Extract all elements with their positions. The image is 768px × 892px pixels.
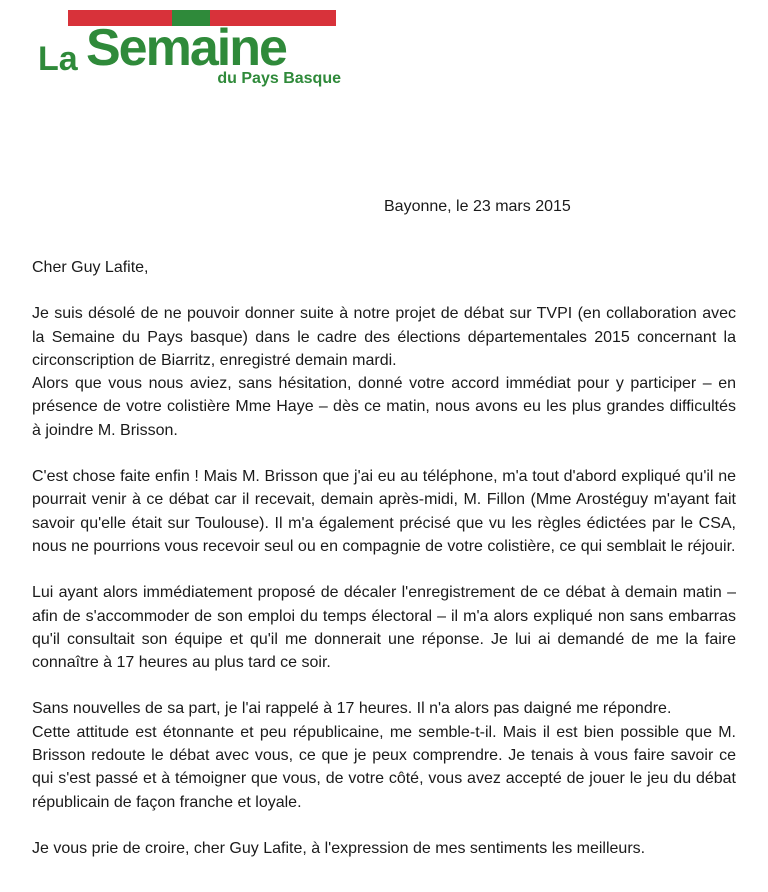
logo-la: La bbox=[38, 40, 78, 78]
letter-body bbox=[32, 256, 736, 883]
letter-paragraph: Alors que vous nous aviez, sans hésitation, donné votre accord immédiat pour y participer – en présence de votre colistière Mme Haye – dès ce matin, nous avons eu les plus grandes difficultés à joindre M. Brisson. bbox=[32, 375, 736, 439]
letter-paragraph: Cette attitude est étonnante et peu républicaine, me semble-t-il. Mais il est bien possible que M. Brisson redoute le débat avec vous, ce que je peux comprendre. Je tenais à vous faire savoir ce qui s'est passé et à témoigner que vous, de votre côté, vous avez accepté de jouer le jeu du débat républicain de façon franche et loyale. bbox=[32, 723, 736, 811]
letter-closing: Je vous prie de croire, cher Guy Lafite, à l'expression de mes sentiments les meilleurs. bbox=[32, 839, 646, 857]
letter-paragraph: Sans nouvelles de sa part, je l'ai rappelé à 17 heures. Il n'a alors pas daigné me répondre. bbox=[32, 700, 672, 718]
letter-paragraph: Je suis désolé de ne pouvoir donner suite à notre projet de débat sur TVPI (en collaboration avec la Semaine du Pays basque) dans le cadre des élections départementales 2015 concernant la circonscription de Biarritz, enregistré demain mardi. bbox=[32, 305, 736, 369]
logo-subtitle: du Pays Basque bbox=[217, 70, 341, 87]
letter-paragraph: C'est chose faite enfin ! Mais M. Brisson que j'ai eu au téléphone, m'a tout d'abord expliqué qu'il ne pourrait venir à ce débat car il recevait, demain après-midi, M. Fillon (Mme Arostéguy m'ayant fait savoir qu'elle était sur Toulouse). Il m'a également précisé que vu les règles édictées par le CSA, nous ne pourrions vous recevoir seul ou en compagnie de votre colistière, ce qui semblait le réjouir. bbox=[32, 468, 736, 555]
logo-semaine: Semaine bbox=[86, 19, 286, 77]
newspaper-logo bbox=[38, 10, 343, 90]
letter-dateline: Bayonne, le 23 mars 2015 bbox=[384, 198, 571, 215]
letter-salutation: Cher Guy Lafite, bbox=[32, 259, 149, 276]
letter-paragraph: Lui ayant alors immédiatement proposé de décaler l'enregistrement de ce débat à demain matin – afin de s'accommoder de son emploi du temps électoral – il m'a alors expliqué non sans embarras qu'il consultait son équipe et qu'il me donnerait une réponse. Je lui ai demandé de me la faire connaître à 17 heures au plus tard ce soir. bbox=[32, 584, 736, 672]
